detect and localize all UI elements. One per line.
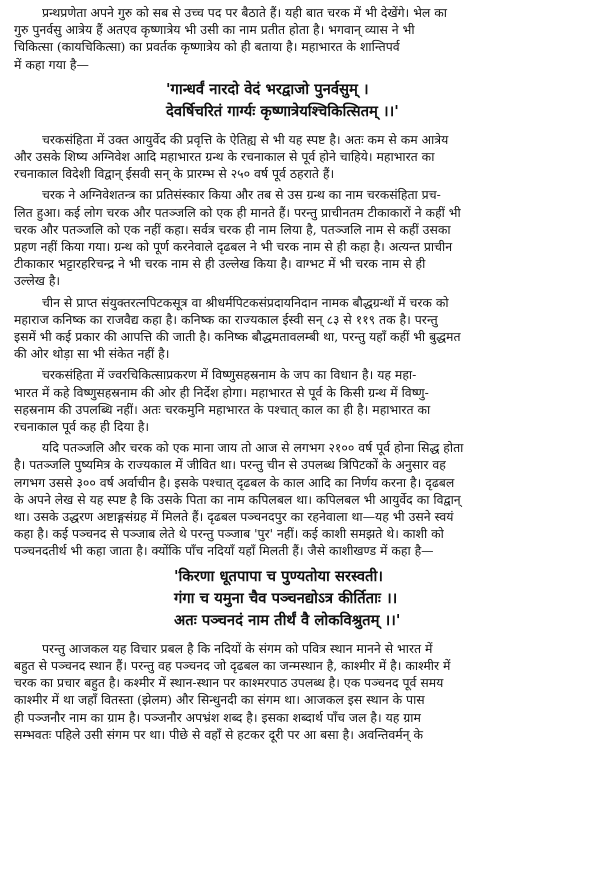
verse-line: अतः पञ्चनदं नाम तीर्थं वै लोकविश्रुतम् ।।' <box>174 611 401 629</box>
text-line: की ओर थोड़ा सा भी संकेत नहीं है। <box>14 346 170 362</box>
text-line: इसमें भी कई प्रकार की आपत्ति की जाती है। कनिष्क बौद्धमतावलम्बी था, परन्तु यहाँ कहीं भी बुद्धमत <box>14 329 461 345</box>
paragraph <box>14 186 586 289</box>
paragraph <box>14 4 586 73</box>
text-line: के अपने लेख से यह स्पष्ट है कि उसके पिता का नाम कपिलबल था। कपिलबल भी आयुर्वेद का विद्वान् <box>14 491 461 507</box>
text-line: गुरु पुनर्वसु आत्रेय हैं अतएव कृष्णात्रेय भी उसी का नाम प्रतीत होता है। भगवान् व्यास ने भी <box>14 22 415 38</box>
text-line: चरक का प्रचार बहुत है। कश्मीर में स्थान-स्थान पर काश्मरपाठ उपलब्ध है। एक पञ्चनद पूर्व समय <box>14 675 444 691</box>
text-line: चरक ने अग्निवेशतन्त्र का प्रतिसंस्कार किया और तब से उस ग्रन्थ का नाम चरकसंहिता प्रच- <box>42 187 441 203</box>
text-line: चरकसंहिता में ज्वरचिकित्साप्रकरण में विष्णुसहस्रनाम के जप का विधान है। यह महा- <box>42 367 417 383</box>
paragraph <box>14 366 586 435</box>
text-line: था। उसके उद्धरण अष्टाङ्गसंग्रह में मिलते हैं। दृढबल पञ्चनदपुर का रहनेवाला था—यह भी उसने स्वयं <box>14 509 454 525</box>
text-line: कहा है। कई पञ्चनद से पञ्जाब लेते थे परन्तु पञ्जाब 'पुर' नहीं। कई काशी समझते थे। काशी को <box>14 526 444 542</box>
paragraph <box>14 439 586 559</box>
paragraph <box>14 294 586 363</box>
paragraph <box>14 131 586 183</box>
text-line: रचनाकाल विदेशी विद्वान् ईसवी सन् के प्रारम्भ से २५० वर्ष पूर्व ठहराते हैं। <box>14 166 335 182</box>
text-line: चिकित्सा (कायचिकित्सा) का प्रवर्तक कृष्णात्रेय को ही बताया है। महाभारत के शान्तिपर्व <box>14 39 400 55</box>
text-line: काश्मीर में था जहाँ वितस्ता (झेलम) और सिन्धुनदी का संगम था। आजकल इस स्थान के पास <box>14 692 425 708</box>
text-line: लगभग उससे ३०० वर्ष अर्वाचीन है। इसके पश्चात् दृढबल के काल आदि का निर्णय करना है। दृढबल <box>14 474 455 490</box>
verse-line: 'गान्धर्वं नारदो वेदं भरद्वाजो पुनर्वसुम् । <box>166 80 369 98</box>
text-line: में कहा गया है— <box>14 56 89 72</box>
text-line: चीन से प्राप्त संयुक्तरत्नपिटकसूत्र वा श्रीधर्मपिटकसंप्रदायनिदान नामक बौद्धग्रन्थों में चरक को <box>42 294 449 310</box>
text-line: लित हुआ। कई लोग चरक और पतञ्जलि को एक ही मानते हैं। परन्तु प्राचीनतम टीकाकारों ने कहीं भी <box>14 204 461 220</box>
text-line: और उसके शिष्य अग्निवेश आदि महाभारत ग्रन्थ के रचनाकाल से पूर्व होने चाहिये। महाभारत का <box>14 149 435 165</box>
section-intro <box>14 4 586 73</box>
text-line: सहस्रनाम की उपलब्धि नहीं। अतः चरकमुनि महाभारत के पश्चात् काल का ही है। महाभारत का <box>14 401 431 417</box>
text-line: प्रहण नहीं किया गया। ग्रन्थ को पूर्ण करनेवाले दृढबल ने भी चरक नाम से ही कहा है। अत्यन्त प्राचीन <box>14 239 453 255</box>
text-line: उल्लेख है। <box>14 273 61 289</box>
verse-shantiparva <box>14 79 586 123</box>
text-line: रचनाकाल पूर्व कह ही दिया है। <box>14 419 150 435</box>
verse-kashikhanda <box>14 566 586 632</box>
section-body <box>14 131 586 560</box>
text-line: टीकाकार भट्टारहरिचन्द्र ने भी चरक नाम से ही उल्लेख किया है। वाग्भट में भी चरक नाम से ही <box>14 256 426 272</box>
text-line: परन्तु आजकल यह विचार प्रबल है कि नदियों के संगम को पवित्र स्थान मानने से भारत में <box>42 640 433 656</box>
paragraph <box>14 640 586 743</box>
text-line: महाराज कनिष्क का राजवैद्य कहा है। कनिष्क का राज्यकाल ईस्वी सन् ८३ से ११९ तक है। परन्तु <box>14 311 438 327</box>
text-line: सम्भवतः पहिले उसी संगम पर था। पीछे से वहाँ से हटकर दूरी पर आ बसा है। अवन्तिवर्मन् के <box>14 726 423 742</box>
section-closing <box>14 640 586 743</box>
verse-line: 'किरणा धूतपापा च पुण्यतोया सरस्वती। <box>174 567 383 585</box>
text-line: प्रन्थप्रणेता अपने गुरु को सब से उच्च पद पर बैठाते हैं। यही बात चरक में भी देखेंगे। भेल का <box>42 5 447 20</box>
text-line: भारत में कहे विष्णुसहस्रनाम की ओर ही निर्देश होगा। महाभारत से पूर्व के किसी ग्रन्थ में विष्णु- <box>14 384 429 400</box>
text-line: चरक और पतञ्जलि को एक नहीं कहा। सर्वत्र चरक ही नाम लिया है, पतञ्जलि नाम से कहीं उसका <box>14 221 451 237</box>
text-line: ही पञ्जनौर नाम का ग्राम है। पञ्जनौर अपभ्रंश शब्द है। इसका शब्दार्थ पाँच जल है। यह ग्राम <box>14 709 421 725</box>
text-line: यदि पतञ्जलि और चरक को एक माना जाय तो आज से लगभग २१०० वर्ष पूर्व होना सिद्ध होता <box>42 440 464 456</box>
text-line: चरकसंहिता में उक्त आयुर्वेद की प्रवृत्ति के ऐतिह्य से भी यह स्पष्ट है। अतः कम से कम आत्रेय <box>42 131 449 147</box>
text-line: बहुत से पञ्चनद स्थान हैं। परन्तु वह पञ्चनद जो दृढबल का जन्मस्थान है, काश्मीर में है। काश्मीर में <box>14 657 451 673</box>
text-line: पञ्चनदतीर्थ भी कहा जाता है। क्योंकि पाँच नदियाँ यहाँ मिलती हैं। जैसे काशीखण्ड में कहा है— <box>14 543 434 559</box>
text-line: है। पतञ्जलि पुष्यमित्र के राज्यकाल में जीवित था। परन्तु चीन से उपलब्ध त्रिपिटकों के अनुसार वह <box>14 457 446 473</box>
verse-line: गंगा च यमुना चैव पञ्चनद्योऽत्र कीर्तिताः ।। <box>174 589 398 607</box>
verse-line: देवर्षिचरितं गार्ग्यः कृष्णात्रेयश्चिकित्सितम् ।।' <box>166 102 399 120</box>
